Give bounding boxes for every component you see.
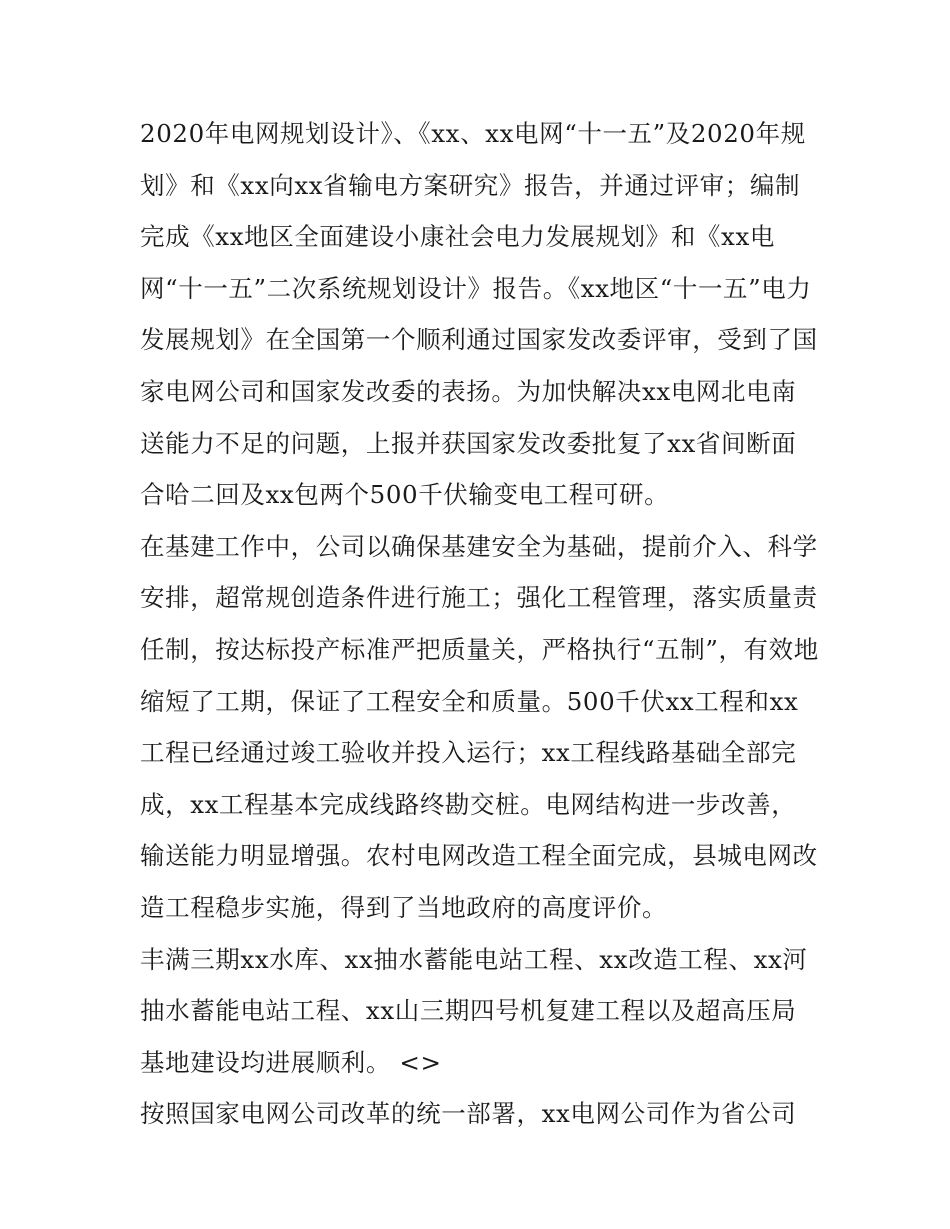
- text-line: 家电网公司和国家发改委的表扬。为加快解决xx电网北电南: [140, 376, 797, 406]
- text-line: 送能力不足的问题，上报并获国家发改委批复了xx省间断面: [140, 428, 797, 458]
- text-line: 工程已经通过竣工验收并投入运行；xx工程线路基础全部完: [140, 738, 797, 768]
- text-line: 网“十一五”二次系统规划设计》报告。《xx地区“十一五”电力: [140, 273, 812, 303]
- text-line: 发展规划》在全国第一个顺利通过国家发改委评审，受到了国: [140, 325, 818, 355]
- text-line: 抽水蓄能电站工程、xx山三期四号机复建工程以及超高压局: [140, 996, 797, 1026]
- text-line: 安排，超常规创造条件进行施工；强化工程管理，落实质量责: [140, 583, 818, 613]
- text-line: 成，xx工程基本完成线路终勘交桩。电网结构进一步改善，: [140, 789, 797, 819]
- text-line: 合哈二回及xx包两个500千伏输变电工程可研。: [140, 480, 670, 510]
- text-line: 完成《xx地区全面建设小康社会电力发展规划》和《xx电: [140, 222, 775, 252]
- text-line: 基地建设均进展顺利。 <>: [140, 1047, 442, 1077]
- text-line: 在基建工作中，公司以确保基建安全为基础，提前介入、科学: [140, 531, 818, 561]
- text-line: 划》和《xx向xx省输电方案研究》报告，并通过评审；编制: [140, 170, 801, 200]
- document-body: [140, 108, 830, 1140]
- text-line: 缩短了工期，保证了工程安全和质量。500千伏xx工程和xx: [140, 686, 799, 716]
- text-line: 2020年电网规划设计》、《xx、xx电网“十一五”及2020年规: [140, 119, 806, 148]
- text-line: 造工程稳步实施，得到了当地政府的高度评价。: [140, 892, 668, 922]
- text-line: 按照国家电网公司改革的统一部署，xx电网公司作为省公司: [140, 1099, 797, 1129]
- text-line: 输送能力明显增强。农村电网改造工程全面完成，县城电网改: [140, 841, 818, 871]
- text-line: 丰满三期xx水库、xx抽水蓄能电站工程、xx改造工程、xx河: [140, 944, 808, 974]
- text-line: 任制，按达标投产标准严把质量关，严格执行“五制”，有效地: [140, 634, 819, 664]
